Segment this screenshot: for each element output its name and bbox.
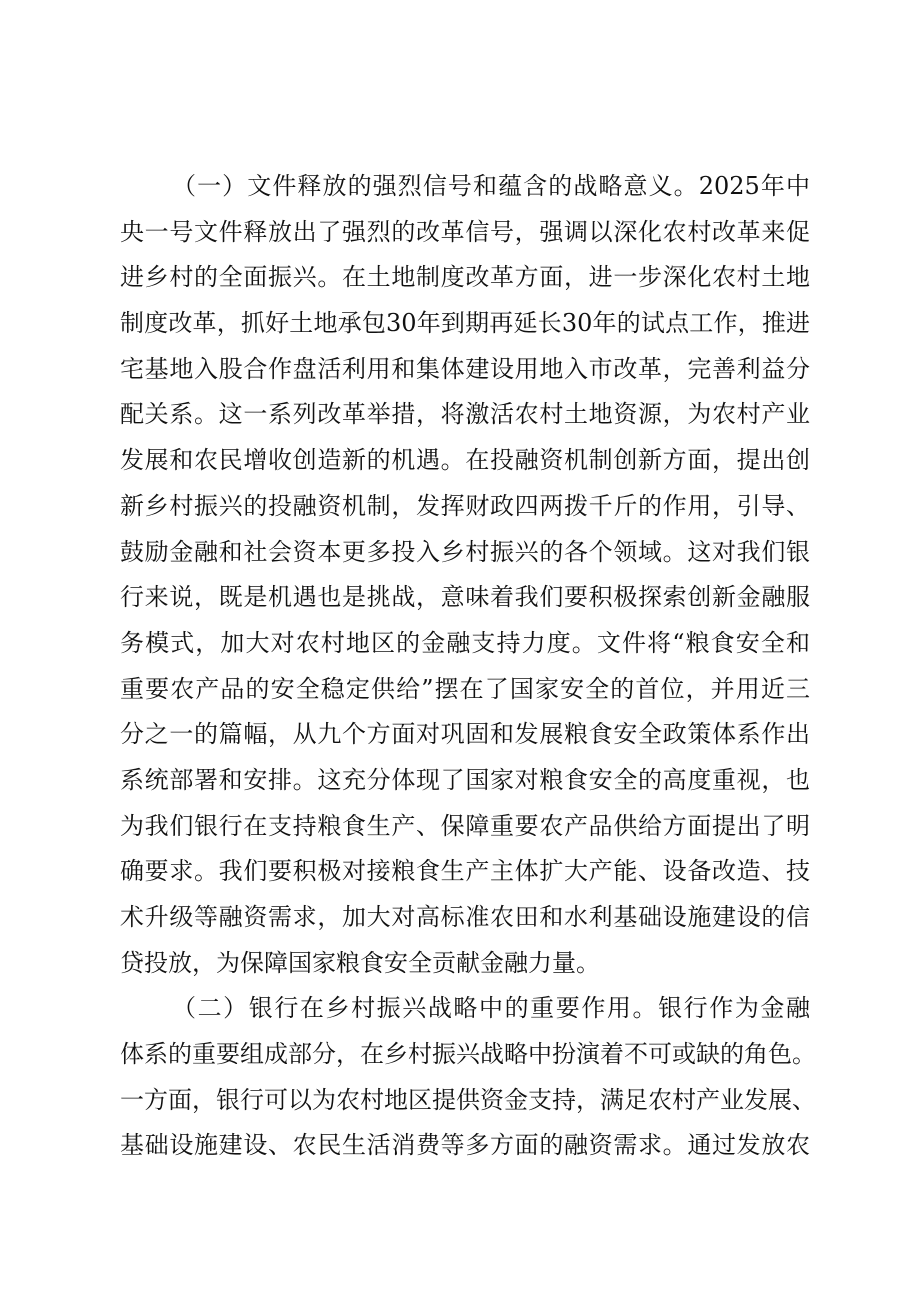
text-line: 贷投放，为保障国家粮食安全贡献金融力量。 [120, 948, 600, 977]
paragraph-2 [120, 986, 816, 1169]
text-line: 鼓励金融和社会资本更多投入乡村振兴的各个领域。这对我们银 [120, 537, 810, 566]
text-line: 体系的重要组成部分，在乡村振兴战略中扮演着不可或缺的角色。 [120, 1040, 816, 1069]
text-line: 术升级等融资需求，加大对高标准农田和水利基础设施建设的信 [120, 903, 810, 931]
text-line: （一）文件释放的强烈信号和蕴含的战略意义。2025年中 [172, 172, 810, 200]
text-line: 新乡村振兴的投融资机制，发挥财政四两拨千斤的作用，引导、 [120, 491, 810, 520]
text-line: 分之一的篇幅，从九个方面对巩固和发展粮食安全政策体系作出 [120, 720, 810, 749]
text-line: 为我们银行在支持粮食生产、保障重要农产品供给方面提出了明 [120, 811, 810, 840]
text-line: 发展和农民增收创造新的机遇。在投融资机制创新方面，提出创 [120, 446, 810, 475]
text-line: 系统部署和安排。这充分体现了国家对粮食安全的高度重视，也 [120, 765, 810, 794]
text-line: （二）银行在乡村振兴战略中的重要作用。银行作为金融 [172, 994, 810, 1023]
text-line: 务模式，加大对农村地区的金融支持力度。文件将“粮食安全和 [120, 628, 810, 657]
text-line: 配关系。这一系列改革举措，将激活农村土地资源，为农村产业 [120, 400, 810, 429]
document-body [120, 164, 816, 1169]
paragraph-1 [120, 164, 810, 986]
text-line: 央一号文件释放出了强烈的改革信号，强调以深化农村改革来促 [120, 217, 810, 246]
text-line: 确要求。我们要积极对接粮食生产主体扩大产能、设备改造、技 [120, 857, 810, 886]
text-line: 重要农产品的安全稳定供给”摆在了国家安全的首位，并用近三 [120, 674, 810, 703]
text-line: 进乡村的全面振兴。在土地制度改革方面，进一步深化农村土地 [120, 263, 810, 292]
text-line: 制度改革，抓好土地承包30年到期再延长30年的试点工作，推进 [120, 309, 810, 338]
text-line: 一方面，银行可以为农村地区提供资金支持，满足农村产业发展、 [120, 1085, 816, 1114]
text-line: 宅基地入股合作盘活利用和集体建设用地入市改革，完善利益分 [120, 354, 810, 383]
text-line: 行来说，既是机遇也是挑战，意味着我们要积极探索创新金融服 [120, 583, 810, 612]
text-line: 基础设施建设、农民生活消费等多方面的融资需求。通过发放农 [120, 1131, 810, 1160]
